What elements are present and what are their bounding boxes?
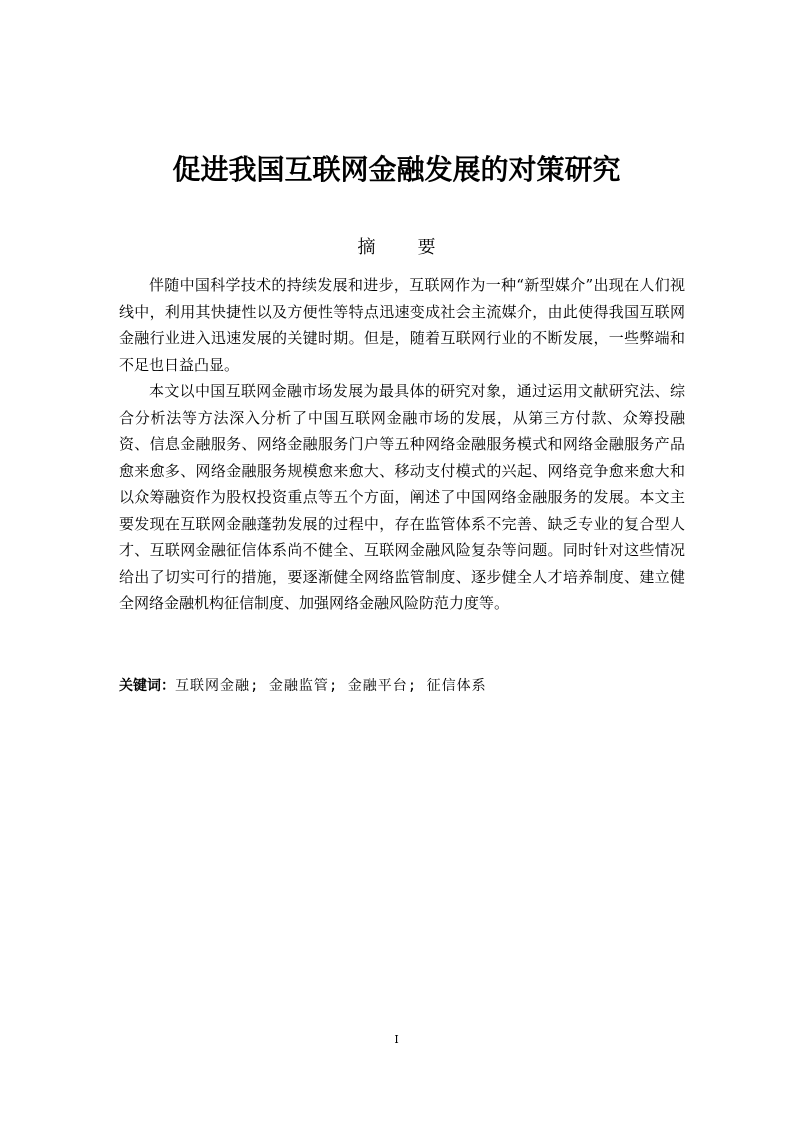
keywords-label: 关键词： — [119, 678, 175, 694]
abstract-heading-char-2: 要 — [417, 237, 436, 258]
keywords-line — [119, 674, 685, 698]
page-title: 促进我国互联网金融发展的对策研究 — [172, 153, 621, 186]
abstract-heading-char-1: 摘 — [357, 237, 376, 258]
abstract-heading — [0, 236, 793, 260]
abstract-body — [119, 272, 685, 617]
abstract-paragraph-2: 本文以中国互联网金融市场发展为最具体的研究对象，通过运用文献研究法、综合分析法等方法深入分析了中国互联网金融市场的发展，从第三方付款、众筹投融资、信息金融服务、网络金融服务门户等五种网络金融服务模式和网络金融服务产品愈来愈多、网络金融服务规模愈来愈大、移动支付模式的兴起、网络竞争愈来愈大和以众筹融资作为股权投资重点等五个方面，阐述了中国网络金融服务的发展。本文主要发现在互联网金融蓬勃发展的过程中，存在监管体系不完善、缺乏专业的复合型人才、互联网金融征信体系尚不健全、互联网金融风险复杂等问题。同时针对这些情况给出了切实可行的措施，要逐渐健全网络监管制度、逐步健全人才培养制度、建立健全网络金融机构征信制度、加强网络金融风险防范力度等。 — [119, 382, 685, 612]
page-number: I — [394, 1033, 399, 1046]
keywords-values: 互联网金融; 金融监管; 金融平台; 征信体系 — [175, 678, 487, 694]
abstract-paragraph-1: 伴随中国科学技术的持续发展和进步，互联网作为一种“新型媒介”出现在人们视线中，利用其快捷性以及方便性等特点迅速变成社会主流媒介，由此使得我国互联网金融行业进入迅速发展的关键时期。但是，随着互联网行业的不断发展，一些弊端和不足也日益凸显。 — [119, 276, 685, 374]
